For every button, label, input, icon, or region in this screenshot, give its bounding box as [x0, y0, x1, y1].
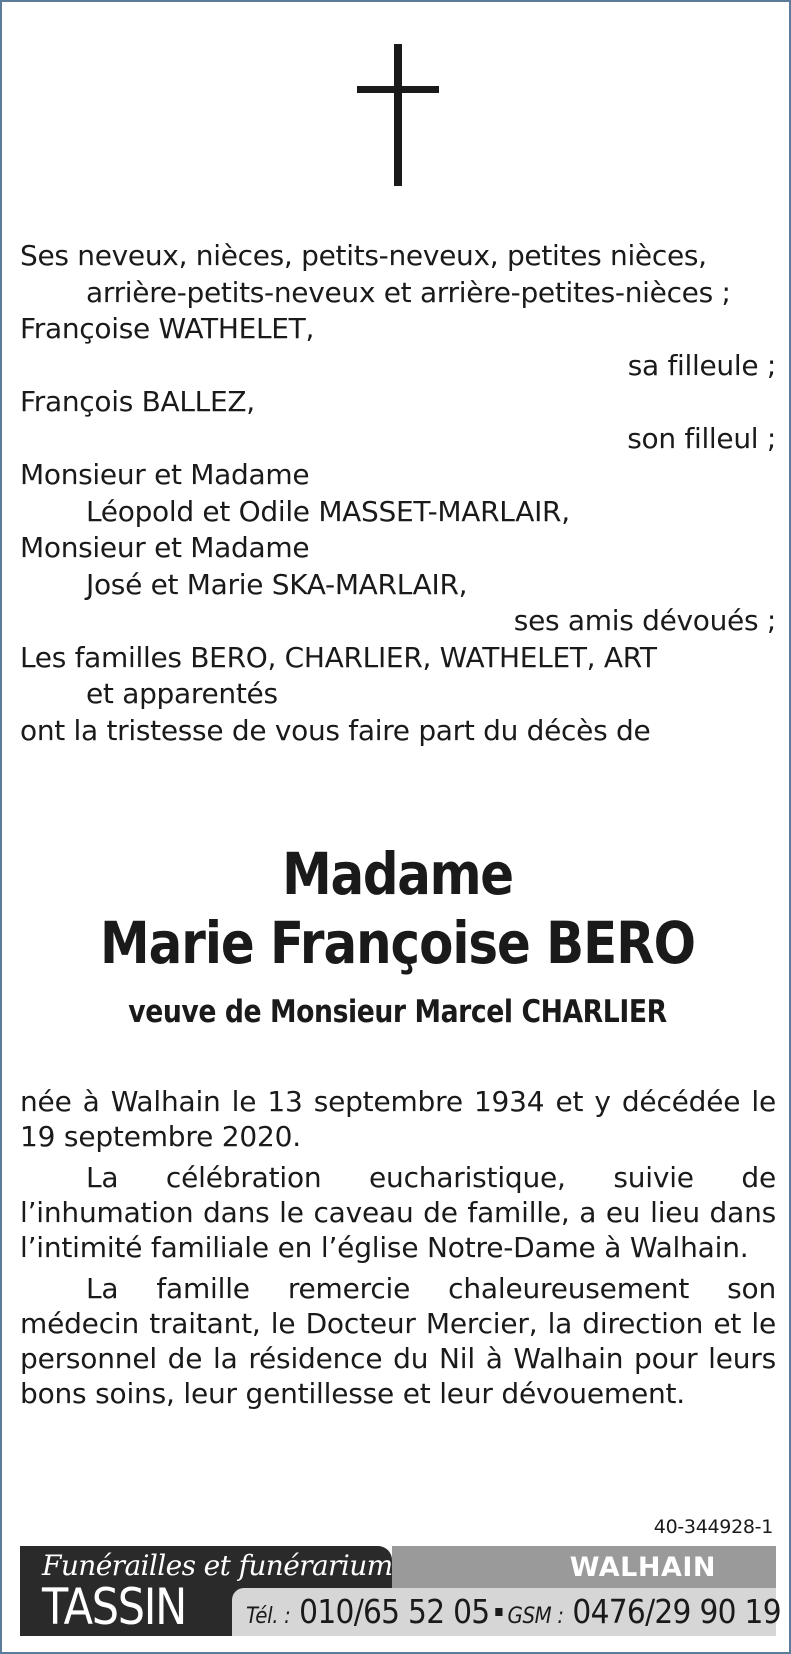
announce-line: Les familles BERO, CHARLIER, WATHELET, ART: [20, 640, 657, 674]
family-announcement: [20, 238, 776, 749]
gsm-label: GSM :: [507, 1604, 564, 1629]
tel-number: 010/65 52 05: [299, 1592, 490, 1631]
announce-line: Françoise WATHELET,: [20, 312, 315, 345]
deceased-name: Marie Françoise BERO: [100, 909, 695, 977]
announce-line: son filleul ;: [627, 421, 776, 455]
announce-line: Monsieur et Madame: [20, 531, 310, 564]
banner-company: TASSIN: [42, 1578, 187, 1636]
announce-line: arrière-petits-neveux et arrière-petites-nièces ;: [86, 275, 731, 309]
announce-line: Léopold et Odile MASSET-MARLAIR,: [86, 494, 570, 528]
announce-line: sa filleule ;: [627, 348, 776, 382]
deceased-title: Madame: [282, 840, 513, 908]
announce-line: ses amis dévoués ;: [513, 604, 776, 637]
announce-line: Monsieur et Madame: [20, 458, 310, 491]
ceremony-paragraph: La célébration eucharistique, suivie de l’inhumation dans le caveau de famille, a eu lieu dans l’intimité familiale en l’église Notre-Dame à Walhain.: [20, 1161, 776, 1264]
separator-icon: [495, 1608, 502, 1616]
notice-body: [20, 1084, 776, 1411]
announce-line: ont la tristesse de vous faire part du décès de: [20, 713, 651, 747]
cross-vertical: [394, 44, 402, 186]
thanks-paragraph: La famille remercie chaleureusement son médecin traitant, le Docteur Mercier, la direction et le personnel de la résidence du Nil à Walhain pour leurs bons soins, leur gentillesse et leur dévouement.: [20, 1272, 776, 1410]
cross-icon: [357, 44, 439, 186]
banner-town: WALHAIN: [569, 1552, 716, 1583]
funeral-home-banner: [20, 1546, 781, 1636]
gsm-number: 0476/29 90 19: [572, 1592, 781, 1631]
announce-line: François BALLEZ,: [20, 385, 255, 418]
cross-horizontal: [357, 86, 439, 93]
tel-label: Tél. :: [246, 1604, 291, 1629]
birth-paragraph: née à Walhain le 13 septembre 1934 et y décédée le 19 septembre 2020.: [20, 1085, 776, 1153]
deceased-subtitle: veuve de Monsieur Marcel CHARLIER: [128, 994, 667, 1030]
banner-phones: [246, 1592, 781, 1631]
banner-tagline: Funérailles et funérarium: [42, 1549, 393, 1582]
announce-line: José et Marie SKA-MARLAIR,: [86, 567, 468, 601]
announce-line: et apparentés: [86, 677, 278, 710]
announce-line: Ses neveux, nièces, petits-neveux, petites nièces,: [20, 239, 707, 272]
deceased-name-block: [2, 838, 791, 1032]
reference-number: 40-344928-1: [653, 1516, 773, 1538]
